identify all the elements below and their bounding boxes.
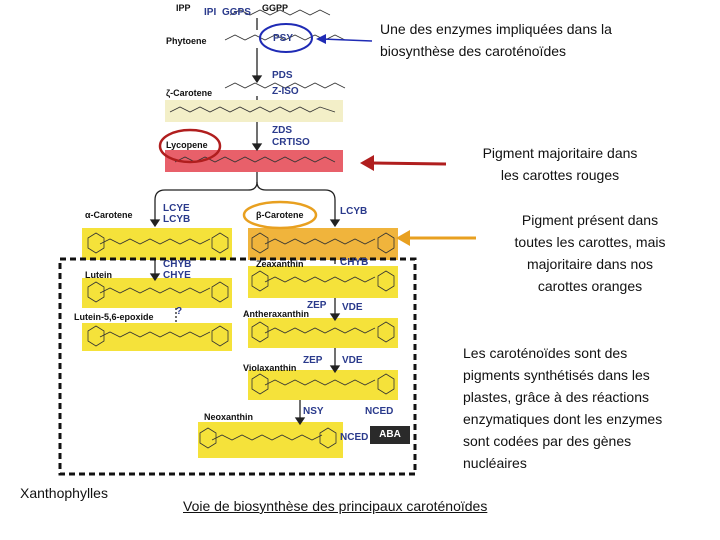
zeaxanthin-label: Zeaxanthin xyxy=(256,259,304,269)
lcyb-right-enzyme: LCYB xyxy=(340,206,368,217)
neoxanthin-band xyxy=(198,422,343,458)
alpha-carotene-band xyxy=(82,228,232,260)
chyb-right-enzyme: CHYB xyxy=(340,257,369,268)
zeaxanthin-band xyxy=(248,266,398,298)
lycopene-annotation-line-2: les carottes rouges xyxy=(500,167,620,183)
violaxanthin-label: Violaxanthin xyxy=(243,363,297,373)
lutein-label: Lutein xyxy=(85,270,112,280)
chyb-left-enzyme: CHYB xyxy=(163,259,192,270)
phytoene-label: Phytoene xyxy=(166,36,207,46)
ggpp-label: GGPP xyxy=(262,3,289,13)
beta-annotation xyxy=(480,209,700,297)
question-mark: ? xyxy=(176,306,183,317)
beta-carotene-band xyxy=(248,228,398,260)
neoxanthin-label: Neoxanthin xyxy=(204,412,254,422)
xanthophyll-annotation-line-4: enzymatiques dont les enzymes xyxy=(463,411,663,427)
lutein-epoxide-label: Lutein-5,6-epoxide xyxy=(74,312,154,322)
zep-enzyme-2: ZEP xyxy=(303,355,323,366)
beta-carotene-label: β-Carotene xyxy=(256,210,304,220)
psy-annotation-line-2: biosynthèse des caroténoïdes xyxy=(380,43,567,59)
lycopene-annotation-line-1: Pigment majoritaire dans xyxy=(482,145,638,161)
beta-annotation-line-4: carottes oranges xyxy=(537,278,643,294)
zep-enzyme-1: ZEP xyxy=(307,300,327,311)
lutein-epoxide-band xyxy=(82,323,232,351)
ziso-enzyme: Z-ISO xyxy=(272,86,299,97)
lcye-enzyme: LCYE xyxy=(163,203,190,214)
xanthophyll-annotation-line-2: pigments synthétisés dans les xyxy=(463,367,650,383)
zeta-carotene-label: ζ-Carotene xyxy=(166,88,213,98)
xanthophylles-label: Xanthophylles xyxy=(20,485,108,501)
diagram-title: Voie de biosynthèse des principaux caroténoïdes xyxy=(183,498,488,514)
beta-annotation-line-2: toutes les carottes, mais xyxy=(514,234,666,250)
lcyb-left-enzyme: LCYB xyxy=(163,214,191,225)
zds-enzyme: ZDS xyxy=(272,125,292,136)
pds-enzyme: PDS xyxy=(272,70,293,81)
xanthophyll-annotation-line-1: Les caroténoïdes sont des xyxy=(463,345,628,361)
antheraxanthin-band xyxy=(248,318,398,348)
vde-enzyme-1: VDE xyxy=(342,302,363,313)
alpha-carotene-label: α-Carotene xyxy=(85,210,133,220)
nced-enzyme-1: NCED xyxy=(365,406,394,417)
crtiso-enzyme: CRTISO xyxy=(272,137,310,148)
ggps-label: GGPS xyxy=(222,7,251,18)
ipi-label: IPI xyxy=(204,7,217,18)
nced-enzyme-2: NCED xyxy=(340,432,369,443)
beta-annotation-line-1: Pigment présent dans xyxy=(521,212,659,228)
xanthophyll-annotation xyxy=(463,342,713,474)
chye-enzyme: CHYE xyxy=(163,270,191,281)
beta-annotation-line-3: majoritaire dans nos xyxy=(526,256,654,272)
lycopene-label: Lycopene xyxy=(166,140,208,150)
xanthophyll-annotation-line-6: nucléaires xyxy=(463,455,527,471)
psy-annotation xyxy=(380,18,710,62)
violaxanthin-band xyxy=(248,370,398,400)
antheraxanthin-label: Antheraxanthin xyxy=(243,309,310,319)
lutein-band xyxy=(82,278,232,308)
psy-enzyme: PSY xyxy=(273,33,294,44)
lycopene-annotation xyxy=(455,142,665,186)
nsy-enzyme: NSY xyxy=(303,406,324,417)
xanthophyll-annotation-line-5: sont codées par des gènes xyxy=(463,433,632,449)
xanthophyll-annotation-line-3: plastes, grâce à des réactions xyxy=(463,389,649,405)
vde-enzyme-2: VDE xyxy=(342,355,363,366)
psy-annotation-line-1: Une des enzymes impliquées dans la xyxy=(380,21,612,37)
aba-badge: ABA xyxy=(370,426,410,444)
ipp-label: IPP xyxy=(176,3,191,13)
